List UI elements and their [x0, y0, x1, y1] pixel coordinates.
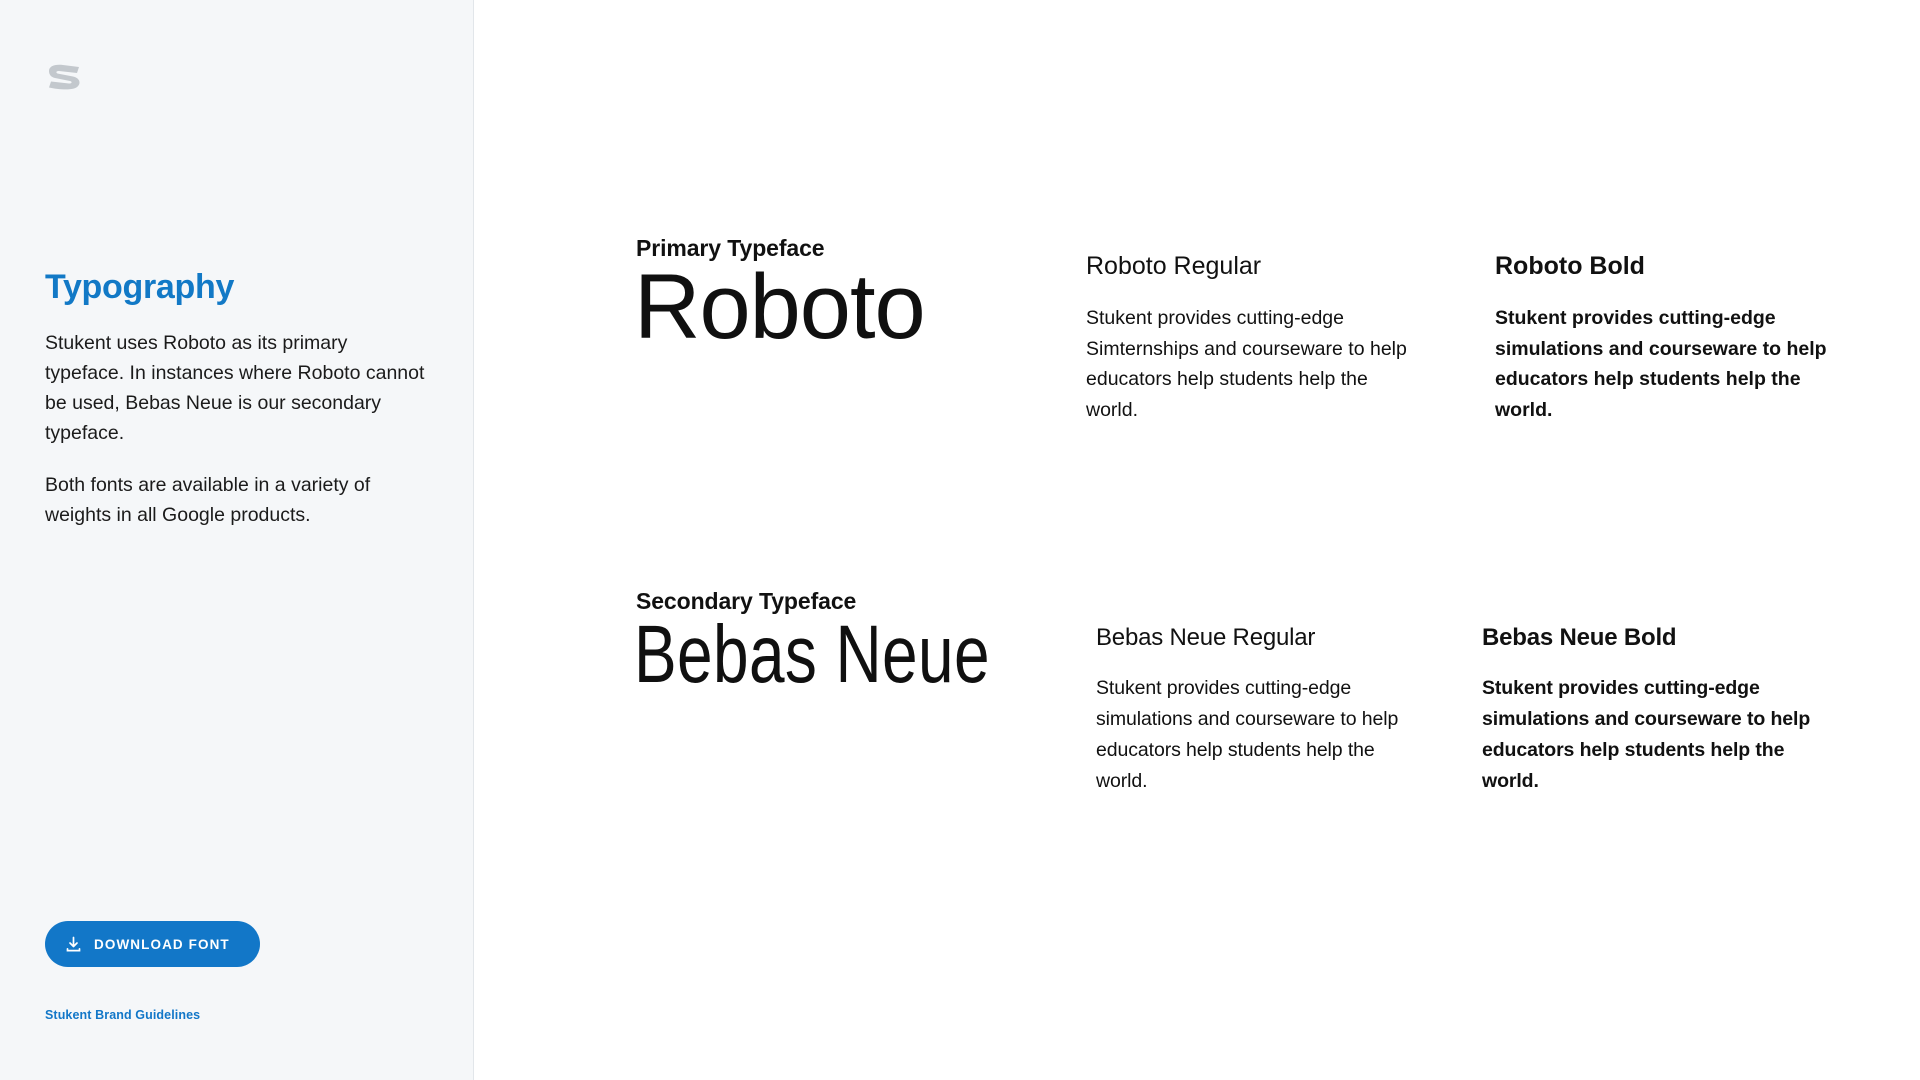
brand-guidelines-link[interactable]: Stukent Brand Guidelines [45, 1008, 201, 1022]
page-title: Typography [45, 267, 235, 306]
download-font-label: DOWNLOAD FONT [94, 936, 230, 952]
primary-bold-heading: Roboto Bold [1495, 252, 1645, 280]
sidebar-paragraph-1: Stukent uses Roboto as its primary typeface. In instances where Roboto cannot be used, Bebas Neue is our secondary typeface. [45, 332, 425, 444]
sidebar [0, 0, 474, 1080]
primary-typeface-label: Primary Typeface [636, 235, 825, 261]
download-icon [65, 936, 82, 953]
primary-regular-heading: Roboto Regular [1086, 252, 1262, 280]
secondary-bold-heading: Bebas Neue Bold [1482, 624, 1677, 651]
secondary-regular-heading: Bebas Neue Regular [1096, 624, 1316, 651]
stukent-logo-icon [45, 62, 85, 92]
sidebar-description [45, 328, 430, 552]
primary-bold-column [1495, 251, 1840, 425]
download-font-button[interactable] [45, 921, 260, 967]
primary-bold-sample: Stukent provides cutting-edge simulations and courseware to help educators help students help the world. [1495, 307, 1827, 421]
secondary-regular-column [1096, 624, 1426, 797]
sidebar-paragraph-2: Both fonts are available in a variety of weights in all Google products. [45, 474, 371, 526]
primary-regular-sample: Stukent provides cutting-edge Simternships and courseware to help educators help students help the world. [1086, 307, 1407, 421]
secondary-typeface-label: Secondary Typeface [636, 588, 857, 614]
secondary-bold-column [1482, 624, 1827, 797]
primary-typeface-specimen: Roboto [634, 256, 925, 358]
secondary-regular-sample: Stukent provides cutting-edge simulations and courseware to help educators help students help the world. [1096, 676, 1399, 792]
primary-regular-column [1086, 251, 1416, 425]
main-content [474, 0, 1920, 1080]
secondary-bold-sample: Stukent provides cutting-edge simulations and courseware to help educators help students help the world. [1482, 676, 1811, 792]
secondary-typeface-specimen: Bebas Neue [634, 609, 990, 700]
